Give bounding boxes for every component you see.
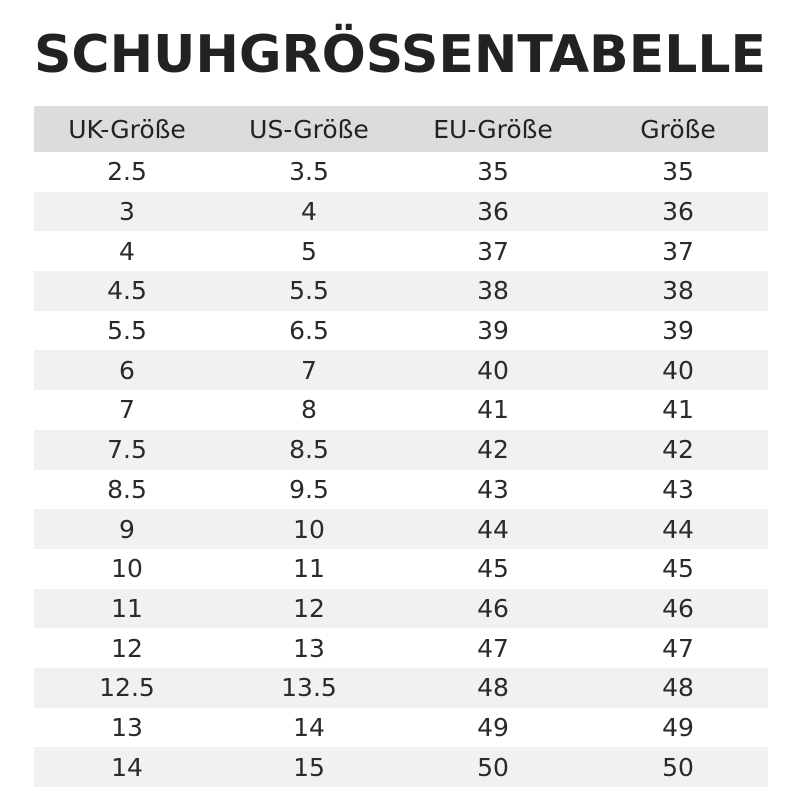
us-size-cell: 8.5 (289, 435, 329, 465)
size-cell: 41 (662, 395, 694, 425)
table-row (34, 152, 768, 192)
table-row (34, 430, 768, 470)
us-size-cell: 11 (293, 554, 325, 584)
eu-size-cell: 47 (477, 633, 509, 663)
eu-size-cell: 43 (477, 474, 509, 504)
eu-size-cell: 37 (477, 236, 509, 266)
size-cell: 37 (662, 236, 694, 266)
size-cell: 46 (662, 593, 694, 623)
us-size-cell: 3.5 (289, 157, 329, 187)
size-cell: 50 (662, 752, 694, 782)
size-cell: 43 (662, 474, 694, 504)
table-row (34, 747, 768, 787)
eu-size-cell: 50 (477, 752, 509, 782)
uk-size-cell: 3 (119, 197, 135, 227)
uk-size-cell: 13 (111, 712, 143, 742)
us-size-cell: 8 (301, 395, 317, 425)
uk-size-cell: 8.5 (107, 474, 147, 504)
header-us-size: US-Größe (249, 114, 369, 144)
eu-size-cell: 46 (477, 593, 509, 623)
uk-size-cell: 9 (119, 514, 135, 544)
uk-size-cell: 10 (111, 554, 143, 584)
table-row (34, 311, 768, 351)
table-row (34, 390, 768, 430)
us-size-cell: 10 (293, 514, 325, 544)
uk-size-cell: 12.5 (99, 673, 155, 703)
eu-size-cell: 48 (477, 673, 509, 703)
eu-size-cell: 45 (477, 554, 509, 584)
size-cell: 44 (662, 514, 694, 544)
size-cell: 35 (662, 157, 694, 187)
uk-size-cell: 4.5 (107, 276, 147, 306)
table-row (34, 470, 768, 510)
eu-size-cell: 44 (477, 514, 509, 544)
eu-size-cell: 36 (477, 197, 509, 227)
uk-size-cell: 14 (111, 752, 143, 782)
header-uk-size: UK-Größe (68, 114, 186, 144)
table-row (34, 231, 768, 271)
eu-size-cell: 40 (477, 355, 509, 385)
table-row (34, 628, 768, 668)
uk-size-cell: 7.5 (107, 435, 147, 465)
eu-size-cell: 35 (477, 157, 509, 187)
table-header-row (34, 106, 768, 152)
us-size-cell: 15 (293, 752, 325, 782)
size-table (34, 106, 768, 787)
size-cell: 45 (662, 554, 694, 584)
us-size-cell: 9.5 (289, 474, 329, 504)
us-size-cell: 6.5 (289, 316, 329, 346)
table-row (34, 271, 768, 311)
size-cell: 42 (662, 435, 694, 465)
table-body (34, 152, 768, 787)
table-row (34, 549, 768, 589)
size-cell: 36 (662, 197, 694, 227)
us-size-cell: 5 (301, 236, 317, 266)
size-cell: 47 (662, 633, 694, 663)
header-size: Größe (640, 114, 716, 144)
table-row (34, 350, 768, 390)
us-size-cell: 14 (293, 712, 325, 742)
uk-size-cell: 12 (111, 633, 143, 663)
size-cell: 38 (662, 276, 694, 306)
eu-size-cell: 38 (477, 276, 509, 306)
size-cell: 48 (662, 673, 694, 703)
uk-size-cell: 11 (111, 593, 143, 623)
table-row (34, 192, 768, 232)
us-size-cell: 13 (293, 633, 325, 663)
table-row (34, 509, 768, 549)
size-cell: 49 (662, 712, 694, 742)
size-cell: 39 (662, 316, 694, 346)
uk-size-cell: 2.5 (107, 157, 147, 187)
us-size-cell: 7 (301, 355, 317, 385)
table-row (34, 708, 768, 748)
uk-size-cell: 6 (119, 355, 135, 385)
size-cell: 40 (662, 355, 694, 385)
us-size-cell: 13.5 (281, 673, 337, 703)
us-size-cell: 12 (293, 593, 325, 623)
us-size-cell: 5.5 (289, 276, 329, 306)
table-row (34, 589, 768, 629)
eu-size-cell: 42 (477, 435, 509, 465)
eu-size-cell: 49 (477, 712, 509, 742)
uk-size-cell: 7 (119, 395, 135, 425)
table-row (34, 668, 768, 708)
eu-size-cell: 39 (477, 316, 509, 346)
page-title: SCHUHGRÖSSENTABELLE (33, 25, 767, 85)
eu-size-cell: 41 (477, 395, 509, 425)
uk-size-cell: 4 (119, 236, 135, 266)
uk-size-cell: 5.5 (107, 316, 147, 346)
header-eu-size: EU-Größe (433, 114, 553, 144)
us-size-cell: 4 (301, 197, 317, 227)
